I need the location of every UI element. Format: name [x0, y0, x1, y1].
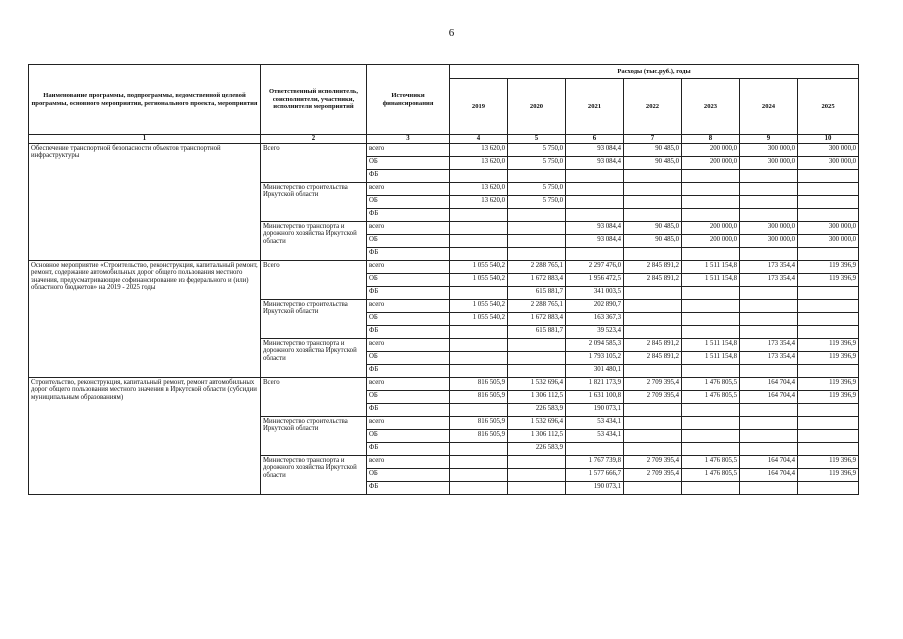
- expense-value: 119 396,9: [798, 377, 859, 390]
- expense-value: 2 845 891,2: [624, 351, 682, 364]
- expense-value: [682, 286, 740, 299]
- expense-value: 1 476 805,5: [682, 468, 740, 481]
- expense-value: [450, 481, 508, 494]
- expense-value: 164 704,4: [740, 390, 798, 403]
- expense-value: [624, 416, 682, 429]
- expense-value: 300 000,0: [740, 143, 798, 156]
- expense-value: [450, 442, 508, 455]
- expense-value: 615 881,7: [508, 286, 566, 299]
- expense-value: 119 396,9: [798, 273, 859, 286]
- expense-value: [450, 403, 508, 416]
- funding-source: ФБ: [367, 169, 450, 182]
- expense-value: [798, 169, 859, 182]
- expense-value: 1 306 112,5: [508, 390, 566, 403]
- expense-value: [682, 403, 740, 416]
- expense-value: 2 094 585,3: [566, 338, 624, 351]
- expense-value: [508, 468, 566, 481]
- expense-value: 1 511 154,8: [682, 338, 740, 351]
- executor-name: Всего: [261, 377, 367, 416]
- expense-value: 93 084,4: [566, 143, 624, 156]
- expense-value: [798, 312, 859, 325]
- expense-value: [566, 182, 624, 195]
- funding-source: всего: [367, 338, 450, 351]
- expense-value: [798, 286, 859, 299]
- expense-value: [508, 221, 566, 234]
- column-number: 10: [798, 135, 859, 144]
- expense-value: 300 000,0: [798, 143, 859, 156]
- expense-value: 300 000,0: [740, 234, 798, 247]
- expense-value: 1 672 883,4: [508, 273, 566, 286]
- executor-name: Министерство строительства Иркутской области: [261, 299, 367, 338]
- expense-value: [682, 481, 740, 494]
- expense-value: [682, 169, 740, 182]
- funding-source: всего: [367, 416, 450, 429]
- expense-value: [450, 338, 508, 351]
- expense-value: [740, 247, 798, 260]
- expense-value: 164 704,4: [740, 468, 798, 481]
- expense-value: 2 845 891,2: [624, 273, 682, 286]
- expense-value: 173 354,4: [740, 260, 798, 273]
- expense-value: [682, 182, 740, 195]
- expense-value: 1 956 472,5: [566, 273, 624, 286]
- funding-source: ОБ: [367, 351, 450, 364]
- expense-value: 816 505,9: [450, 377, 508, 390]
- expense-value: 816 505,9: [450, 390, 508, 403]
- funding-source: ОБ: [367, 390, 450, 403]
- expense-value: 119 396,9: [798, 260, 859, 273]
- expense-value: [450, 247, 508, 260]
- expense-value: 1 793 105,2: [566, 351, 624, 364]
- expense-value: [624, 286, 682, 299]
- expense-value: 173 354,4: [740, 351, 798, 364]
- header-year: 2022: [624, 79, 682, 135]
- expense-value: 90 485,0: [624, 156, 682, 169]
- header-year: 2021: [566, 79, 624, 135]
- executor-name: Министерство транспорта и дорожного хозяйства Иркутской области: [261, 221, 367, 260]
- executor-name: Всего: [261, 143, 367, 182]
- expense-value: [624, 403, 682, 416]
- expense-value: 190 073,1: [566, 481, 624, 494]
- expense-value: 341 003,5: [566, 286, 624, 299]
- activity-name: Основное мероприятие «Строительство, реконструкция, капитальный ремонт, ремонт, содержание автомобильных дорог общего пользования местного значения, предусматривающие софинансирование из федерального и (или) областного бюджетов» на 2019 - 2025 годы: [29, 260, 261, 377]
- expense-value: 5 750,0: [508, 195, 566, 208]
- budget-table: [28, 64, 859, 495]
- expense-value: [566, 442, 624, 455]
- executor-name: Всего: [261, 260, 367, 299]
- expense-value: [740, 442, 798, 455]
- table-row: [29, 377, 859, 390]
- executor-name: Министерство транспорта и дорожного хозяйства Иркутской области: [261, 455, 367, 494]
- funding-source: ОБ: [367, 195, 450, 208]
- funding-source: ОБ: [367, 468, 450, 481]
- expense-value: [624, 208, 682, 221]
- expense-value: 200 000,0: [682, 143, 740, 156]
- expense-value: [508, 247, 566, 260]
- expense-value: 2 845 891,2: [624, 338, 682, 351]
- expense-value: [450, 169, 508, 182]
- expense-value: [450, 208, 508, 221]
- expense-value: 1 476 805,5: [682, 390, 740, 403]
- column-number: 7: [624, 135, 682, 144]
- expense-value: 119 396,9: [798, 455, 859, 468]
- expense-value: [624, 442, 682, 455]
- expense-value: [740, 286, 798, 299]
- expense-value: [682, 429, 740, 442]
- header-source-column: Источники финансирования: [367, 65, 450, 135]
- expense-value: 53 434,1: [566, 429, 624, 442]
- expense-value: [740, 416, 798, 429]
- funding-source: ФБ: [367, 286, 450, 299]
- expense-value: 816 505,9: [450, 429, 508, 442]
- expense-value: 1 476 805,5: [682, 455, 740, 468]
- expense-value: [682, 247, 740, 260]
- expense-value: 39 523,4: [566, 325, 624, 338]
- expense-value: [682, 299, 740, 312]
- funding-source: ФБ: [367, 325, 450, 338]
- expense-value: 173 354,4: [740, 273, 798, 286]
- expense-value: 1 767 739,8: [566, 455, 624, 468]
- expense-value: 300 000,0: [740, 221, 798, 234]
- expense-value: 1 511 154,8: [682, 260, 740, 273]
- expense-value: 2 297 476,0: [566, 260, 624, 273]
- expense-value: [624, 169, 682, 182]
- expense-value: [740, 182, 798, 195]
- executor-name: Министерство строительства Иркутской области: [261, 182, 367, 221]
- funding-source: ОБ: [367, 234, 450, 247]
- expense-value: 300 000,0: [798, 221, 859, 234]
- expense-value: [740, 312, 798, 325]
- expense-value: 13 620,0: [450, 182, 508, 195]
- expense-value: 173 354,4: [740, 338, 798, 351]
- expense-value: [798, 325, 859, 338]
- header-responsible-column: Ответственный исполнитель, соисполнители, участники, исполнители мероприятий: [261, 65, 367, 135]
- expense-value: [682, 312, 740, 325]
- expense-value: [508, 338, 566, 351]
- expense-value: 301 480,1: [566, 364, 624, 377]
- expense-value: [450, 364, 508, 377]
- column-number: 9: [740, 135, 798, 144]
- column-number: 6: [566, 135, 624, 144]
- expense-value: [450, 325, 508, 338]
- expense-value: [624, 299, 682, 312]
- expense-value: [740, 299, 798, 312]
- expense-value: 226 583,9: [508, 442, 566, 455]
- expense-value: 1 055 540,2: [450, 312, 508, 325]
- page-number: 6: [448, 27, 455, 39]
- expense-value: [740, 208, 798, 221]
- funding-source: ОБ: [367, 156, 450, 169]
- expense-value: [508, 455, 566, 468]
- expense-value: 5 750,0: [508, 143, 566, 156]
- expense-value: [798, 403, 859, 416]
- expense-value: 2 709 395,4: [624, 455, 682, 468]
- expense-value: 93 084,4: [566, 156, 624, 169]
- funding-source: ФБ: [367, 247, 450, 260]
- funding-source: всего: [367, 455, 450, 468]
- expense-value: 53 434,1: [566, 416, 624, 429]
- table-row: [29, 143, 859, 156]
- expense-value: [450, 234, 508, 247]
- funding-source: всего: [367, 221, 450, 234]
- funding-source: ФБ: [367, 364, 450, 377]
- expense-value: [740, 481, 798, 494]
- expense-value: 1 672 883,4: [508, 312, 566, 325]
- funding-source: всего: [367, 143, 450, 156]
- expense-value: [740, 195, 798, 208]
- expense-value: [740, 364, 798, 377]
- expense-value: [798, 429, 859, 442]
- expense-value: 615 881,7: [508, 325, 566, 338]
- funding-source: ОБ: [367, 312, 450, 325]
- expense-value: 164 704,4: [740, 455, 798, 468]
- expense-value: 300 000,0: [798, 234, 859, 247]
- expense-value: [566, 169, 624, 182]
- expense-value: [798, 416, 859, 429]
- expense-value: 93 084,4: [566, 234, 624, 247]
- column-number: 5: [508, 135, 566, 144]
- expense-value: [682, 442, 740, 455]
- expense-value: 1 511 154,8: [682, 273, 740, 286]
- expense-value: [682, 416, 740, 429]
- expense-value: 2 709 395,4: [624, 390, 682, 403]
- column-number: 1: [29, 135, 261, 144]
- expense-value: [624, 247, 682, 260]
- expense-value: 200 000,0: [682, 221, 740, 234]
- expense-value: [798, 195, 859, 208]
- column-number: 3: [367, 135, 450, 144]
- expense-value: [682, 325, 740, 338]
- expense-value: 1 532 696,4: [508, 416, 566, 429]
- header-year: 2025: [798, 79, 859, 135]
- expense-value: 226 583,9: [508, 403, 566, 416]
- expense-value: [682, 195, 740, 208]
- funding-source: всего: [367, 299, 450, 312]
- expense-value: 119 396,9: [798, 390, 859, 403]
- expense-value: 119 396,9: [798, 338, 859, 351]
- expense-value: 2 288 765,1: [508, 299, 566, 312]
- expense-value: [740, 403, 798, 416]
- activity-name: Строительство, реконструкция, капитальный ремонт, ремонт автомобильных дорог общего пользования местного значения в Иркутской области (субсидии муниципальным образованиям): [29, 377, 261, 494]
- expense-value: [798, 247, 859, 260]
- expense-value: 1 511 154,8: [682, 351, 740, 364]
- expense-value: [566, 195, 624, 208]
- expense-value: 200 000,0: [682, 156, 740, 169]
- expense-value: 200 000,0: [682, 234, 740, 247]
- expense-value: 5 750,0: [508, 182, 566, 195]
- expense-value: 13 620,0: [450, 195, 508, 208]
- expense-value: [798, 182, 859, 195]
- expense-value: 2 288 765,1: [508, 260, 566, 273]
- expense-value: 1 532 696,4: [508, 377, 566, 390]
- expense-value: 1 821 173,9: [566, 377, 624, 390]
- expense-value: [624, 182, 682, 195]
- expense-value: [450, 221, 508, 234]
- expense-value: 90 485,0: [624, 221, 682, 234]
- expense-value: [798, 481, 859, 494]
- expense-value: 119 396,9: [798, 351, 859, 364]
- expense-value: [508, 208, 566, 221]
- header-name-column: Наименование программы, подпрограммы, ведомственной целевой программы, основного мероприятия, регионального проекта, мероприятия: [29, 65, 261, 135]
- expense-value: 2 709 395,4: [624, 468, 682, 481]
- expense-value: 190 073,1: [566, 403, 624, 416]
- expense-value: [508, 351, 566, 364]
- expense-value: [798, 299, 859, 312]
- header-expenses: Расходы (тыс.руб.), годы: [450, 65, 859, 79]
- expense-value: 13 620,0: [450, 156, 508, 169]
- expense-value: [624, 195, 682, 208]
- executor-name: Министерство транспорта и дорожного хозяйства Иркутской области: [261, 338, 367, 377]
- column-number: 2: [261, 135, 367, 144]
- expense-value: [566, 247, 624, 260]
- funding-source: всего: [367, 260, 450, 273]
- expense-value: 2 709 395,4: [624, 377, 682, 390]
- expense-value: [624, 481, 682, 494]
- expense-value: 300 000,0: [798, 156, 859, 169]
- expense-value: 300 000,0: [740, 156, 798, 169]
- table-row: [29, 260, 859, 273]
- funding-source: ОБ: [367, 429, 450, 442]
- expense-value: 202 890,7: [566, 299, 624, 312]
- expense-value: 1 476 805,5: [682, 377, 740, 390]
- expense-value: 90 485,0: [624, 143, 682, 156]
- activity-name: Обеспечение транспортной безопасности объектов транспортной инфраструктуры: [29, 143, 261, 260]
- expense-value: 5 750,0: [508, 156, 566, 169]
- header-year: 2024: [740, 79, 798, 135]
- expense-value: 119 396,9: [798, 468, 859, 481]
- expense-value: 1 055 540,2: [450, 273, 508, 286]
- expense-value: 816 505,9: [450, 416, 508, 429]
- funding-source: ОБ: [367, 273, 450, 286]
- expense-value: [624, 429, 682, 442]
- column-number: 4: [450, 135, 508, 144]
- funding-source: ФБ: [367, 208, 450, 221]
- expense-value: 1 306 112,5: [508, 429, 566, 442]
- expense-value: [740, 169, 798, 182]
- expense-value: [740, 429, 798, 442]
- expense-value: [624, 312, 682, 325]
- expense-value: 1 055 540,2: [450, 299, 508, 312]
- expense-value: 2 845 891,2: [624, 260, 682, 273]
- expense-value: 163 367,3: [566, 312, 624, 325]
- expense-value: [798, 442, 859, 455]
- expense-value: [508, 364, 566, 377]
- funding-source: ФБ: [367, 442, 450, 455]
- column-number: 8: [682, 135, 740, 144]
- expense-value: [624, 364, 682, 377]
- expense-value: [508, 481, 566, 494]
- expense-value: [798, 364, 859, 377]
- expense-value: [798, 208, 859, 221]
- expense-value: 93 084,4: [566, 221, 624, 234]
- expense-value: 1 055 540,2: [450, 260, 508, 273]
- expense-value: [450, 351, 508, 364]
- header-year: 2023: [682, 79, 740, 135]
- expense-value: [740, 325, 798, 338]
- expense-value: 13 620,0: [450, 143, 508, 156]
- executor-name: Министерство строительства Иркутской области: [261, 416, 367, 455]
- expense-value: [450, 286, 508, 299]
- header-year: 2019: [450, 79, 508, 135]
- expense-value: [508, 169, 566, 182]
- funding-source: ФБ: [367, 403, 450, 416]
- expense-value: [624, 325, 682, 338]
- header-year: 2020: [508, 79, 566, 135]
- expense-value: 1 577 666,7: [566, 468, 624, 481]
- expense-value: 90 485,0: [624, 234, 682, 247]
- expense-value: [566, 208, 624, 221]
- expense-value: [508, 234, 566, 247]
- funding-source: всего: [367, 377, 450, 390]
- funding-source: ФБ: [367, 481, 450, 494]
- table-body: [29, 143, 859, 494]
- expense-value: 164 704,4: [740, 377, 798, 390]
- funding-source: всего: [367, 182, 450, 195]
- expense-value: [450, 455, 508, 468]
- expense-value: [682, 364, 740, 377]
- expense-value: [450, 468, 508, 481]
- expense-value: 1 631 100,8: [566, 390, 624, 403]
- expense-value: [682, 208, 740, 221]
